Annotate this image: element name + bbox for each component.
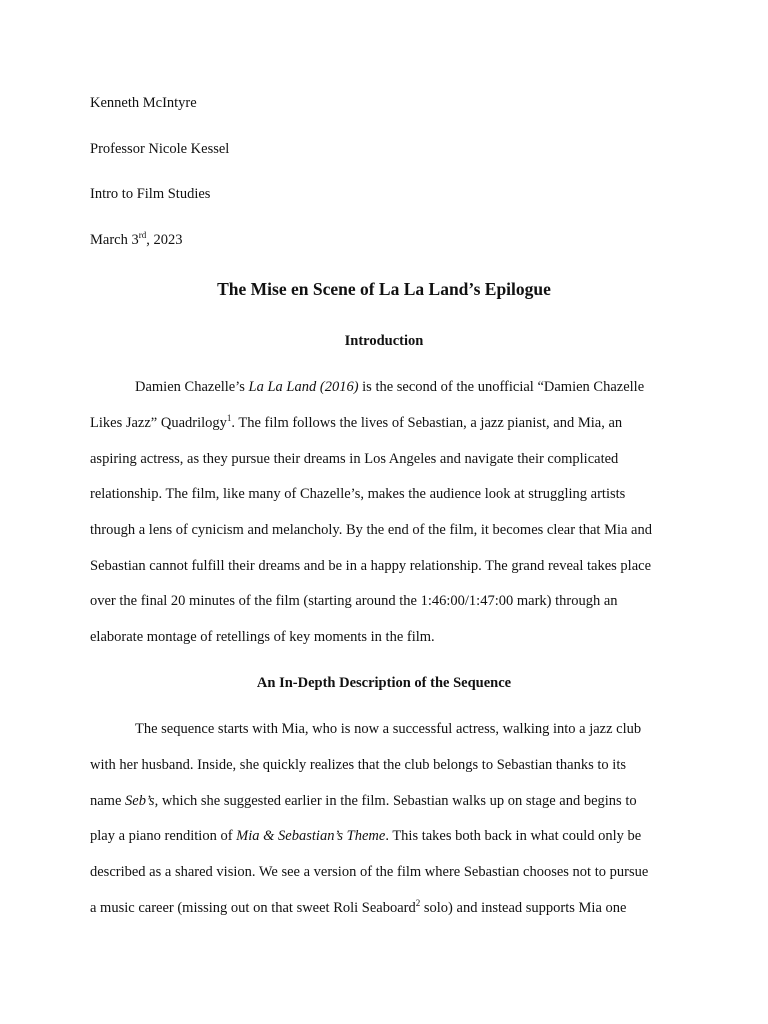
paragraph-line: a music career (missing out on that sweet Roli Seaboard$^2$ solo) and instead supports Mia one <box>90 898 627 916</box>
paragraph-line: elaborate montage of retellings of key moments in the film. <box>90 629 435 645</box>
footnote-marker: 2 <box>415 898 421 909</box>
footnote-marker: 1 <box>226 413 232 424</box>
paragraph-line: Damien Chazelle’s La La Land (2016) is the second of the unofficial “Damien Chazelle <box>135 379 645 395</box>
section-heading-description: An In-Depth Description of the Sequence <box>256 675 512 691</box>
date-line: March 3rd, 2023 <box>90 230 183 248</box>
professor-name: Professor Nicole Kessel <box>90 141 230 157</box>
author-name: Kenneth McIntyre <box>90 95 197 111</box>
paragraph-line: name Seb’s, which she suggested earlier in the film. Sebastian walks up on stage and begins to <box>90 793 637 809</box>
paragraph-line: Likes Jazz” Quadrilogy$^1$. The film follows the lives of Sebastian, a jazz pianist, and Mia, an <box>90 413 623 431</box>
paragraph-line: through a lens of cynicism and melancholy. By the end of the film, it becomes clear that Mia and <box>90 522 652 538</box>
paragraph-line: Sebastian cannot fulfill their dreams and be in a happy relationship. The grand reveal takes place <box>90 558 652 574</box>
section-heading-introduction: Introduction <box>344 333 424 349</box>
document-title: The Mise en Scene of La La Land’s Epilogue <box>217 279 551 299</box>
paragraph-line: relationship. The film, like many of Chazelle’s, makes the audience look at struggling artists <box>90 486 626 502</box>
paragraph-line: described as a shared vision. We see a version of the film where Sebastian chooses not to pursue <box>90 864 649 880</box>
paragraph-line: with her husband. Inside, she quickly realizes that the club belongs to Sebastian thanks to its <box>90 757 626 773</box>
paragraph-line: play a piano rendition of Mia & Sebastian’s Theme. This takes both back in what could only be <box>90 828 642 844</box>
paragraph-line: aspiring actress, as they pursue their dreams in Los Angeles and navigate their complicated <box>90 451 619 467</box>
paragraph-line: The sequence starts with Mia, who is now a successful actress, walking into a jazz club <box>135 721 642 737</box>
course-name: Intro to Film Studies <box>90 186 211 202</box>
paragraph-line: over the final 20 minutes of the film (starting around the 1:46:00/1:47:00 mark) through an <box>90 593 618 609</box>
